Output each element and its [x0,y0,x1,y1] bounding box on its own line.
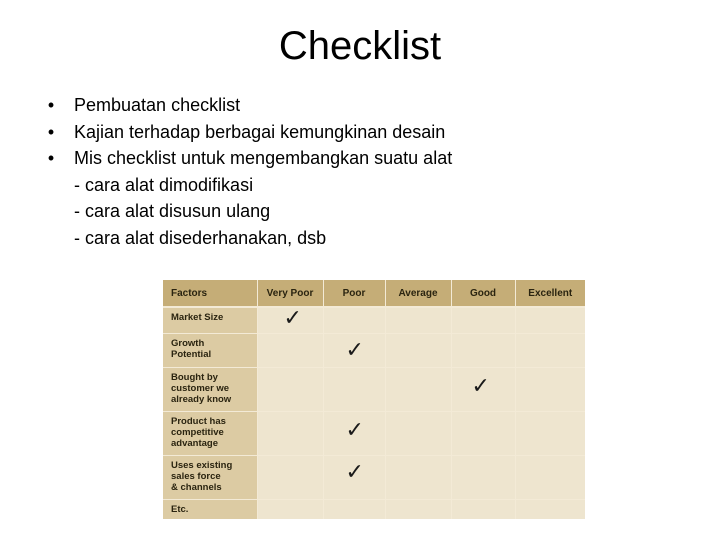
factor-label: Uses existing sales force & channels [163,455,257,499]
rating-cell [257,367,323,411]
checklist-table-image [163,280,585,519]
checkmark-icon: ✓ [345,337,364,363]
rating-cell [385,499,451,519]
rating-cell [451,499,515,519]
factor-label: Bought by customer we already know [163,367,257,411]
rating-cell [323,455,385,499]
rating-cell [515,411,585,455]
rating-cell [515,455,585,499]
factor-label: Etc. [163,499,257,519]
table-row [163,307,585,333]
rating-cell [323,499,385,519]
rating-cell [451,333,515,367]
column-header: Poor [323,280,385,307]
rating-cell [515,367,585,411]
table-row [163,411,585,455]
rating-cell [451,307,515,333]
column-header: Factors [163,280,257,307]
checkmark-icon: ✓ [471,373,490,399]
rating-cell [385,307,451,333]
column-header: Average [385,280,451,307]
column-header: Excellent [515,280,585,307]
bullet-text: Mis checklist untuk mengembangkan suatu alat [74,148,453,168]
rating-cell [515,333,585,367]
bullet-item [44,92,684,119]
checkmark-icon: ✓ [345,459,364,485]
rating-cell [257,411,323,455]
rating-cell [451,411,515,455]
rating-cell [515,307,585,333]
factor-label: Market Size [163,307,257,333]
rating-cell [323,333,385,367]
bullet-dot: • [47,95,55,115]
sub-bullet-item [44,172,684,199]
rating-cell [451,455,515,499]
checkmark-icon: ✓ [283,306,302,331]
rating-cell [385,411,451,455]
column-header: Very Poor [257,280,323,307]
sub-bullet-item [44,198,684,225]
sub-bullet-text: - cara alat disederhanakan, dsb [74,227,327,248]
table-row [163,333,585,367]
slide-title: Checklist [278,24,442,68]
sub-bullet-item [44,225,684,252]
sub-bullet-text: - cara alat disusun ulang [74,201,271,221]
bullet-item [44,119,684,146]
rating-cell [257,333,323,367]
table-row [163,455,585,499]
factor-label: Product has competitive advantage [163,411,257,455]
rating-cell [323,307,385,333]
rating-cell [385,333,451,367]
rating-cell [257,455,323,499]
rating-cell [451,367,515,411]
bullet-list [44,92,684,251]
rating-cell [385,455,451,499]
bullet-text: Pembuatan checklist [74,95,241,115]
rating-cell [515,499,585,519]
rating-cell [257,499,323,519]
column-header: Good [451,280,515,307]
table-row [163,367,585,411]
rating-cell [323,367,385,411]
table-row [163,499,585,519]
bullet-dot: • [47,121,55,142]
table-header-row [163,280,585,307]
checklist-table [163,280,585,519]
rating-cell [257,307,323,333]
factor-label: Growth Potential [163,333,257,367]
sub-bullet-text: - cara alat dimodifikasi [74,174,254,195]
checkmark-icon: ✓ [345,417,364,443]
bullet-text: Kajian terhadap berbagai kemungkinan desain [74,121,446,142]
bullet-item [44,145,684,172]
rating-cell [385,367,451,411]
bullet-dot: • [47,148,55,168]
rating-cell [323,411,385,455]
